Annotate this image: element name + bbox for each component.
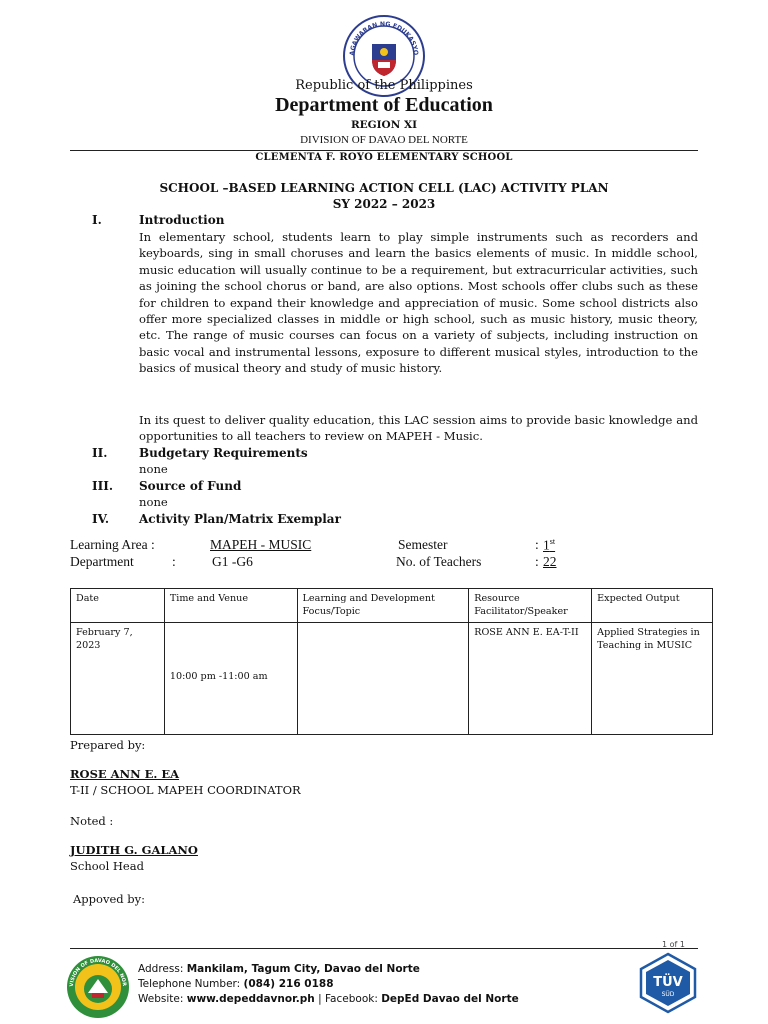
section-number-2: II. <box>92 446 108 460</box>
semester-label: Semester <box>398 537 448 552</box>
teachers-value: 22 <box>543 554 557 569</box>
header-date: Date <box>71 589 165 623</box>
republic-line: Republic of the Philippines <box>295 78 473 93</box>
facebook-link[interactable]: DepEd Davao del Norte <box>381 993 519 1005</box>
footer-divider <box>70 948 698 949</box>
header-time-venue: Time and Venue <box>164 589 297 623</box>
section-title-fund: Source of Fund <box>139 479 242 493</box>
section-title-budget: Budgetary Requirements <box>139 446 308 460</box>
table-header-row <box>71 589 713 623</box>
fund-value: none <box>139 495 168 509</box>
approved-by-label: Appoved by: <box>73 892 146 906</box>
activity-matrix-table <box>70 588 713 735</box>
section-title-introduction: Introduction <box>139 213 225 227</box>
cell-output: Applied Strategies in Teaching in MUSIC <box>592 623 713 735</box>
division-line: DIVISION OF DAVAO DEL NORTE <box>300 134 468 146</box>
noted-label: Noted : <box>70 814 114 828</box>
footer-address: Address: Mankilam, Tagum City, Davao del Norte <box>138 963 420 975</box>
footer-web: Website: www.depeddavnor.ph | Facebook: DepEd Davao del Norte <box>138 993 519 1005</box>
teachers-label: No. of Teachers <box>396 554 482 569</box>
website-link[interactable]: www.depeddavnor.ph <box>186 993 315 1005</box>
footer-phone: Telephone Number: (084) 216 0188 <box>138 978 334 990</box>
department-label: Department <box>70 554 134 569</box>
region-line: REGION XI <box>350 119 418 131</box>
tuv-text: TÜV <box>653 975 683 990</box>
cell-time: 10:00 pm -11:00 am <box>164 623 297 735</box>
header-output: Expected Output <box>592 589 713 623</box>
section-number-3: III. <box>92 479 114 493</box>
prepared-by-role: T-II / SCHOOL MAPEH COORDINATOR <box>70 783 301 797</box>
document-title: SCHOOL –BASED LEARNING ACTION CELL (LAC) ACTIVITY PLAN <box>159 181 609 195</box>
section-title-activity-plan: Activity Plan/Matrix Exemplar <box>139 512 341 526</box>
cell-date: February 7, 2023 <box>71 623 165 735</box>
cell-topic <box>297 623 469 735</box>
section-number-1: I. <box>92 213 102 227</box>
department-value: G1 -G6 <box>212 554 253 569</box>
learning-area-label: Learning Area : <box>70 537 155 552</box>
header-speaker: Resource Facilitator/Speaker <box>469 589 592 623</box>
tuv-certification-icon <box>637 952 699 1014</box>
intro-paragraph-1: In elementary school, students learn to play simple instruments such as recorders and keyboards, sing in small choruses and learn the basics elements of music. In middle school, music education will usually continue to be a requirement, but extracurricular activities, such as joining the school chorus or band, are also options. Most schools offer clubs such as these for children to expand their knowledge and appreciation of music. Some school districts also offer more specialized classes in middle or high school, such as music history, music theory, etc. The range of music courses can focus on a variety of subjects, including instruction on basic vocal and instrumental lessons, exposure to different musical styles, introduction to the basics of musical theory and study of music history. <box>139 230 698 376</box>
header-divider <box>70 150 698 151</box>
intro-paragraph-2: In its quest to deliver quality education, this LAC session aims to provide basic knowledge and opportunities to all teachers to review on MAPEH - Music. <box>139 413 698 444</box>
table-row <box>71 623 713 735</box>
page-number: 1 of 1 <box>662 940 685 949</box>
semester-colon: : <box>535 537 539 552</box>
noted-role: School Head <box>70 859 144 873</box>
cell-speaker: ROSE ANN E. EA-T-II <box>469 623 592 735</box>
prepared-by-label: Prepared by: <box>70 738 146 752</box>
noted-name: JUDITH G. GALANO <box>70 843 198 857</box>
department-colon: : <box>172 554 176 569</box>
division-logo-text: VISION OF DAVAO DEL NOR <box>68 957 128 987</box>
department-name: Department of Education <box>275 94 493 116</box>
seal-text: AGAWARAN NG EDUKASYO <box>348 20 420 56</box>
semester-value: 1st <box>543 537 556 553</box>
header-topic: Learning and Development Focus/Topic <box>297 589 469 623</box>
school-year: SY 2022 – 2023 <box>332 197 436 211</box>
section-number-4: IV. <box>92 512 110 526</box>
school-name: CLEMENTA F. ROYO ELEMENTARY SCHOOL <box>255 152 513 163</box>
tuv-sub-text: SÜD <box>661 991 675 998</box>
learning-area-value: MAPEH - MUSIC <box>210 537 312 552</box>
teachers-colon: : <box>535 554 539 569</box>
prepared-by-name: ROSE ANN E. EA <box>70 767 180 781</box>
budget-value: none <box>139 462 168 476</box>
division-logo-icon <box>66 955 130 1019</box>
